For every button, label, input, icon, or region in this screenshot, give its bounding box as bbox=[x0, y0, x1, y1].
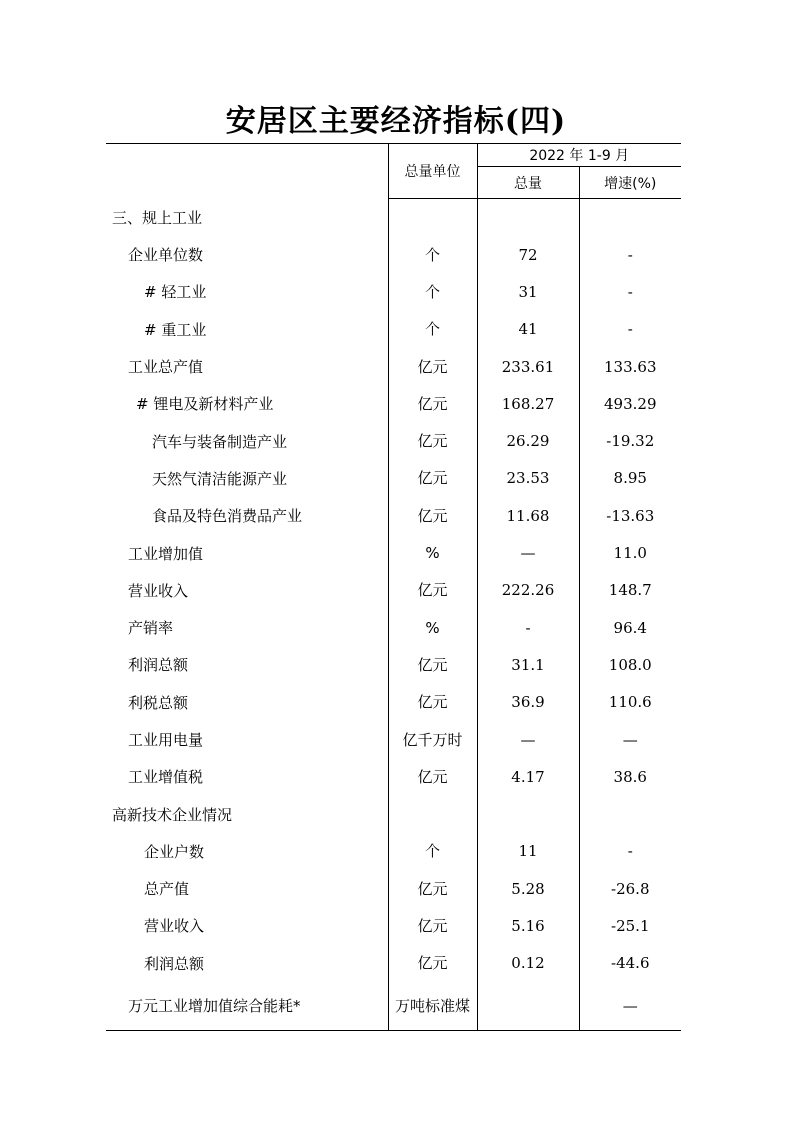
unit-cell: 亿元 bbox=[388, 945, 477, 982]
rate-cell: 110.6 bbox=[608, 693, 652, 712]
rate-cell: - bbox=[627, 245, 633, 264]
total-cell: 4.17 bbox=[477, 758, 579, 795]
unit-cell: 亿元 bbox=[388, 572, 477, 609]
total-cell: 11.68 bbox=[477, 497, 579, 534]
indicator-label: 汽车与装备制造产业 bbox=[106, 422, 388, 459]
rate-cell: — bbox=[622, 730, 638, 749]
table-row bbox=[106, 385, 681, 422]
total-cell: 5.16 bbox=[477, 907, 579, 944]
rate-cell: — bbox=[579, 982, 681, 1031]
total-cell: 11 bbox=[477, 833, 579, 870]
indicator-label: # 重工业 bbox=[106, 311, 388, 348]
rate-cell: 108.0 bbox=[608, 655, 652, 674]
indicator-label: # 轻工业 bbox=[106, 273, 388, 310]
unit-cell: % bbox=[388, 609, 477, 646]
rate-cell: 11.0 bbox=[613, 544, 647, 563]
unit-cell: 亿元 bbox=[388, 422, 477, 459]
table-row bbox=[106, 870, 681, 907]
section-label: 三、规上工业 bbox=[106, 199, 388, 237]
indicator-label: 营业收入 bbox=[106, 907, 388, 944]
unit-cell: 亿千万时 bbox=[388, 721, 477, 758]
total-cell bbox=[477, 982, 579, 1031]
indicator-label: 产销率 bbox=[106, 609, 388, 646]
total-cell: 31.1 bbox=[477, 646, 579, 683]
rate-cell: 493.29 bbox=[604, 394, 657, 413]
indicator-label: 工业增加值 bbox=[106, 534, 388, 571]
unit-cell: 亿元 bbox=[388, 870, 477, 907]
indicator-label: 利税总额 bbox=[106, 684, 388, 721]
table-row bbox=[106, 609, 681, 646]
total-cell bbox=[477, 795, 579, 832]
indicator-label: 工业用电量 bbox=[106, 721, 388, 758]
table-row bbox=[106, 236, 681, 273]
table-row bbox=[106, 795, 681, 832]
table-row bbox=[106, 907, 681, 944]
rate-cell: 8.95 bbox=[613, 469, 647, 488]
total-cell: 5.28 bbox=[477, 870, 579, 907]
total-cell: 72 bbox=[477, 236, 579, 273]
unit-cell: 个 bbox=[388, 833, 477, 870]
rate-cell: -44.6 bbox=[611, 954, 650, 973]
unit-cell: 亿元 bbox=[388, 497, 477, 534]
table-row bbox=[106, 422, 681, 459]
total-cell: 168.27 bbox=[477, 385, 579, 422]
table-row bbox=[106, 311, 681, 348]
total-cell: 41 bbox=[477, 311, 579, 348]
total-cell: 26.29 bbox=[477, 422, 579, 459]
total-cell: 0.12 bbox=[477, 945, 579, 982]
total-cell: 36.9 bbox=[477, 684, 579, 721]
rate-cell: -19.32 bbox=[606, 432, 655, 451]
rate-cell: -25.1 bbox=[611, 916, 650, 935]
total-cell: 23.53 bbox=[477, 460, 579, 497]
total-cell: - bbox=[477, 609, 579, 646]
table-row bbox=[106, 982, 681, 1031]
unit-column-header: 总量单位 bbox=[388, 144, 477, 199]
rate-column-header: 增速(%) bbox=[579, 167, 681, 199]
table-row bbox=[106, 646, 681, 683]
unit-cell: 亿元 bbox=[388, 348, 477, 385]
indicator-label: 利润总额 bbox=[106, 945, 388, 982]
unit-cell: 万吨标准煤 bbox=[388, 982, 477, 1031]
unit-cell: 亿元 bbox=[388, 758, 477, 795]
indicator-label: 工业增值税 bbox=[106, 758, 388, 795]
unit-cell: 亿元 bbox=[388, 385, 477, 422]
rate-cell: -26.8 bbox=[611, 879, 650, 898]
table-row bbox=[106, 348, 681, 385]
unit-cell bbox=[388, 199, 477, 237]
table-row bbox=[106, 497, 681, 534]
rate-cell: 38.6 bbox=[613, 767, 647, 786]
table-row bbox=[106, 833, 681, 870]
rate-cell: - bbox=[627, 842, 633, 861]
table-row bbox=[106, 684, 681, 721]
unit-cell: 亿元 bbox=[388, 646, 477, 683]
total-cell: 31 bbox=[477, 273, 579, 310]
unit-cell: 个 bbox=[388, 236, 477, 273]
section-label: 高新技术企业情况 bbox=[106, 795, 388, 832]
unit-cell: 亿元 bbox=[388, 907, 477, 944]
total-cell: 222.26 bbox=[477, 572, 579, 609]
rate-cell: -13.63 bbox=[606, 506, 655, 525]
rate-cell bbox=[579, 199, 681, 237]
total-cell: — bbox=[477, 534, 579, 571]
period-header: 2022 年 1-9 月 bbox=[477, 144, 681, 167]
table-row bbox=[106, 534, 681, 571]
rate-cell: - bbox=[627, 282, 633, 301]
table-row bbox=[106, 945, 681, 982]
unit-cell: % bbox=[388, 534, 477, 571]
table-row bbox=[106, 273, 681, 310]
indicator-label: 食品及特色消费品产业 bbox=[106, 497, 388, 534]
total-column-header: 总量 bbox=[477, 167, 579, 199]
indicator-label: 万元工业增加值综合能耗* bbox=[106, 982, 388, 1031]
unit-cell: 个 bbox=[388, 273, 477, 310]
indicator-table bbox=[106, 143, 681, 1031]
page-title: 安居区主要经济指标(四) bbox=[225, 104, 567, 139]
indicator-label: 企业单位数 bbox=[106, 236, 388, 273]
rate-cell: 133.63 bbox=[604, 357, 657, 376]
unit-cell: 个 bbox=[388, 311, 477, 348]
indicator-label: 利润总额 bbox=[106, 646, 388, 683]
rate-cell bbox=[579, 795, 681, 832]
table-row bbox=[106, 758, 681, 795]
indicator-column-header bbox=[106, 144, 388, 199]
indicator-label: 天然气清洁能源产业 bbox=[106, 460, 388, 497]
total-cell: 233.61 bbox=[477, 348, 579, 385]
rate-cell: 148.7 bbox=[608, 581, 652, 600]
table-row bbox=[106, 199, 681, 237]
table-row bbox=[106, 460, 681, 497]
table-row bbox=[106, 572, 681, 609]
indicator-label: # 锂电及新材料产业 bbox=[106, 385, 388, 422]
total-cell: — bbox=[477, 721, 579, 758]
unit-cell: 亿元 bbox=[388, 684, 477, 721]
indicator-label: 总产值 bbox=[106, 870, 388, 907]
indicator-label: 企业户数 bbox=[106, 833, 388, 870]
table-row bbox=[106, 721, 681, 758]
unit-cell: 亿元 bbox=[388, 460, 477, 497]
total-cell bbox=[477, 199, 579, 237]
indicator-label: 工业总产值 bbox=[106, 348, 388, 385]
unit-cell bbox=[388, 795, 477, 832]
indicator-label: 营业收入 bbox=[106, 572, 388, 609]
rate-cell: - bbox=[627, 320, 633, 339]
rate-cell: 96.4 bbox=[613, 618, 647, 637]
